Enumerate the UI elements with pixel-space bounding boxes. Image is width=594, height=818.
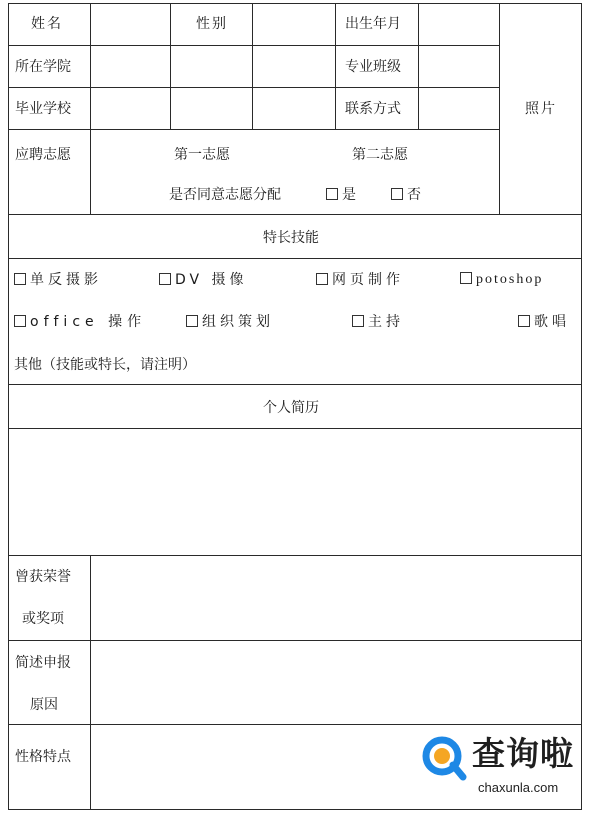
photo-label: 照片 <box>525 101 557 117</box>
watermark-brand: 查询啦 <box>472 734 574 773</box>
assignment-no-option[interactable] <box>391 186 421 204</box>
skills-other: 其他（技能或特长，请注明） <box>14 357 196 373</box>
skill-option-label: 主持 <box>368 314 404 330</box>
college-field[interactable] <box>91 46 335 87</box>
assignment-yes-option[interactable] <box>326 186 356 204</box>
major-field[interactable] <box>419 46 499 87</box>
skill-option[interactable] <box>352 313 404 331</box>
name-field[interactable] <box>91 4 170 45</box>
skill-option-label: 组织策划 <box>202 314 274 330</box>
checkbox-icon <box>186 315 198 327</box>
name-label: 姓名 <box>31 16 63 32</box>
application-label: 应聘志愿 <box>15 147 71 163</box>
school-field[interactable] <box>91 88 335 129</box>
honors-label-line1: 曾获荣誉 <box>15 569 71 585</box>
search-q-icon <box>420 734 468 782</box>
second-choice-label: 第二志愿 <box>352 147 408 163</box>
birth-field[interactable] <box>419 4 499 45</box>
major-label: 专业班级 <box>345 59 401 75</box>
checkbox-icon <box>159 273 171 285</box>
skills-header: 特长技能 <box>263 230 319 246</box>
watermark-domain: chaxunla.com <box>478 780 559 795</box>
skill-option-label: office 操作 <box>30 314 147 330</box>
resume-field[interactable] <box>9 429 581 555</box>
checkbox-icon <box>460 272 472 284</box>
reason-label-line2: 原因 <box>30 697 58 713</box>
skill-option[interactable] <box>14 313 146 331</box>
reason-label-line1: 简述申报 <box>15 655 71 671</box>
honors-field[interactable] <box>91 556 581 640</box>
skill-option[interactable] <box>186 313 274 331</box>
gender-label: 性别 <box>196 16 228 32</box>
checkbox-icon <box>14 273 26 285</box>
first-choice-label: 第一志愿 <box>174 147 230 163</box>
checkbox-icon <box>316 273 328 285</box>
personality-label: 性格特点 <box>15 749 71 765</box>
checkbox-icon <box>518 315 530 327</box>
assignment-no-label: 否 <box>407 187 421 203</box>
contact-field[interactable] <box>419 88 499 129</box>
birth-label: 出生年月 <box>345 16 401 32</box>
school-label: 毕业学校 <box>15 101 71 117</box>
checkbox-icon <box>352 315 364 327</box>
skill-option-label: DV 摄像 <box>175 272 248 288</box>
college-label: 所在学院 <box>15 59 71 75</box>
resume-header: 个人简历 <box>263 400 319 416</box>
skill-option[interactable] <box>460 271 543 289</box>
skill-option-label: 单反摄影 <box>30 272 102 288</box>
skill-option[interactable] <box>14 271 102 289</box>
skill-option[interactable] <box>316 271 404 289</box>
skill-option[interactable] <box>159 271 248 289</box>
skill-option-label: potoshop <box>476 272 544 287</box>
checkbox-icon <box>391 188 403 200</box>
watermark-logo <box>420 732 590 802</box>
skill-option-label: 网页制作 <box>332 272 404 288</box>
assignment-question: 是否同意志愿分配 <box>169 187 281 203</box>
checkbox-icon <box>14 315 26 327</box>
skill-option-label: 歌唱 <box>534 314 570 330</box>
assignment-yes-label: 是 <box>342 187 356 203</box>
checkbox-icon <box>326 188 338 200</box>
honors-label-line2: 或奖项 <box>22 611 64 627</box>
reason-field[interactable] <box>91 641 581 724</box>
skill-option[interactable] <box>518 313 570 331</box>
contact-label: 联系方式 <box>345 101 401 117</box>
gender-field[interactable] <box>253 4 335 45</box>
personality-field[interactable] <box>91 725 416 809</box>
